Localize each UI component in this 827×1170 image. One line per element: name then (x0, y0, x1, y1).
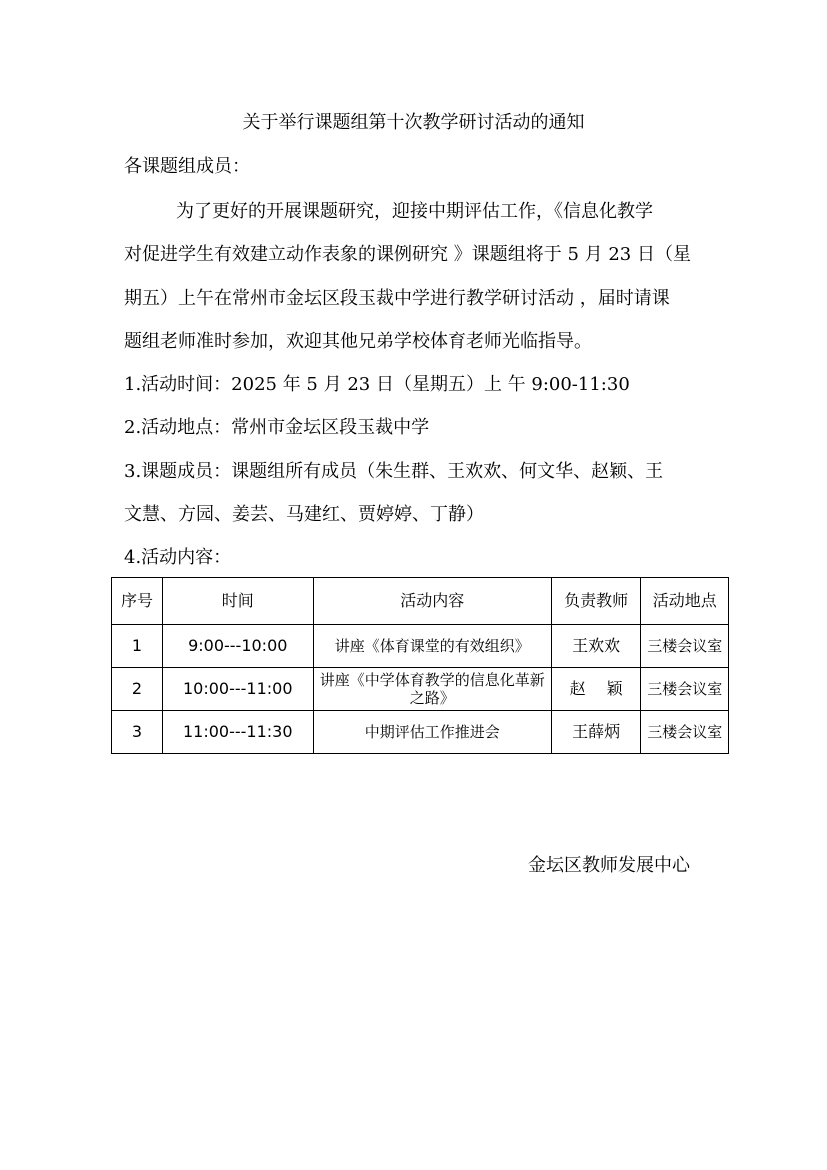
schedule-table (111, 577, 729, 754)
body-line-3: 期五）上午在常州市金坛区段玉裁中学进行教学研讨活动 ，届时请课 (124, 288, 670, 309)
cell-time: 9:00---10:00 (162, 625, 313, 668)
cell-teacher: 赵 颖 (551, 668, 641, 711)
cell-content: 讲座《中学体育教学的信息化革新之路》 (313, 668, 551, 711)
cell-no: 3 (112, 711, 163, 754)
header-content: 活动内容 (313, 578, 551, 625)
header-teacher: 负责教师 (551, 578, 641, 625)
header-place: 活动地点 (641, 578, 729, 625)
cell-content: 中期评估工作推进会 (313, 711, 551, 754)
table-row (112, 711, 729, 754)
cell-time: 11:00---11:30 (162, 711, 313, 754)
cell-teacher: 王欢欢 (551, 625, 641, 668)
table-row (112, 625, 729, 668)
cell-teacher: 王薛炳 (551, 711, 641, 754)
cell-place: 三楼会议室 (641, 625, 729, 668)
cell-content: 讲座《体育课堂的有效组织》 (313, 625, 551, 668)
header-no: 序号 (112, 578, 163, 625)
item-content: 4.活动内容： (124, 547, 232, 568)
cell-no: 1 (112, 625, 163, 668)
item-time: 1.活动时间：2025 年 5 月 23 日（星期五）上 午 9:00-11:30 (124, 374, 630, 395)
signature: 金坛区教师发展中心 (528, 855, 690, 876)
cell-place: 三楼会议室 (641, 668, 729, 711)
cell-time: 10:00---11:00 (162, 668, 313, 711)
table-header-row (112, 578, 729, 625)
item-members-line-2: 文慧、方园、姜芸、马建红、贾婷婷、丁静） (124, 504, 484, 525)
item-members-line-1: 3.课题成员：课题组所有成员（朱生群、王欢欢、何文华、赵颖、王 (124, 461, 664, 482)
table-row (112, 668, 729, 711)
header-time: 时间 (162, 578, 313, 625)
cell-no: 2 (112, 668, 163, 711)
cell-place: 三楼会议室 (641, 711, 729, 754)
body-line-2: 对促进学生有效建立动作表象的课例研究 》课题组将于 5 月 23 日（星 (124, 244, 691, 265)
body-line-4: 题组老师准时参加，欢迎其他兄弟学校体育老师光临指导。 (124, 331, 592, 352)
salutation: 各课题组成员： (124, 156, 250, 177)
body-line-1: 为了更好的开展课题研究，迎接中期评估工作，《信息化教学 (176, 201, 653, 222)
item-location: 2.活动地点：常州市金坛区段玉裁中学 (124, 417, 430, 438)
notice-title: 关于举行课题组第十次教学研讨活动的通知 (242, 112, 585, 133)
